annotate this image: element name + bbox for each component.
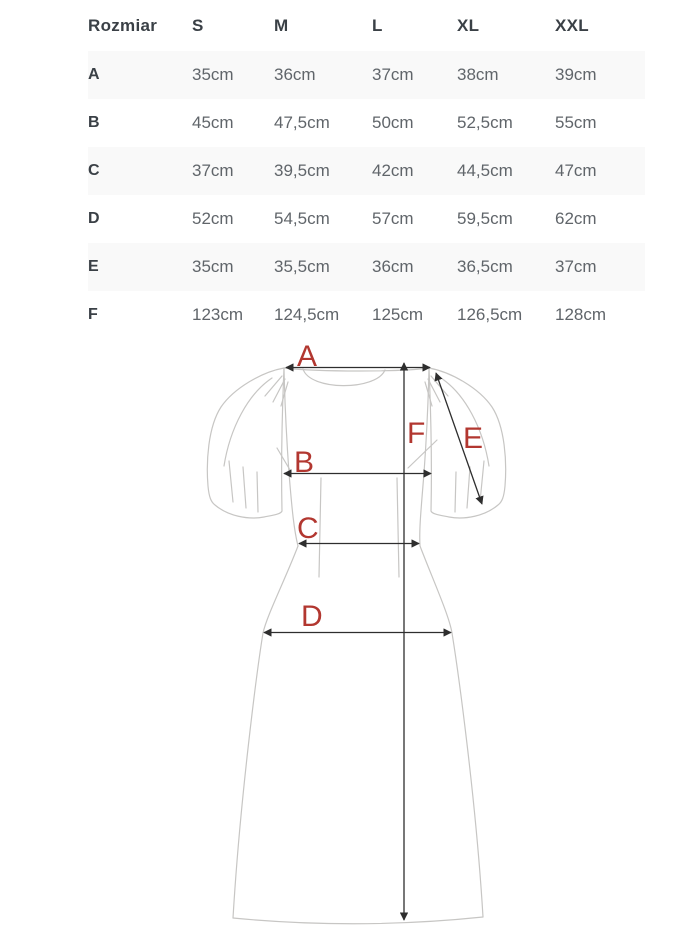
cell-value: 42cm (372, 161, 414, 180)
cell-value: 128cm (555, 305, 607, 324)
size-column-l: L (372, 15, 383, 35)
cell-value: 37cm (192, 161, 234, 180)
cell-value: 35cm (192, 257, 234, 276)
sleeve-left-hem-gather (229, 461, 233, 502)
cell-value: 38cm (457, 65, 499, 84)
sleeve-left-hem-gather (257, 472, 258, 512)
size-table-header-row (88, 0, 645, 51)
cell-value: 45cm (192, 113, 234, 132)
cell-value: 36,5cm (457, 257, 513, 276)
table-row-f (88, 291, 645, 339)
skirt-left-seam (233, 546, 298, 918)
sleeve-right-gather (431, 376, 448, 396)
dress-measurement-diagram (0, 333, 700, 933)
bodice-right-seam (420, 368, 429, 546)
cell-value: 37cm (555, 257, 597, 276)
table-row-a (88, 51, 645, 99)
measurement-label-e: E (463, 422, 484, 455)
dimension-label: D (88, 210, 100, 227)
cell-value: 54,5cm (274, 209, 330, 228)
cell-value: 47,5cm (274, 113, 330, 132)
table-row-b (88, 99, 645, 147)
size-table-header-label: Rozmiar (88, 15, 158, 35)
dart-left (319, 478, 321, 577)
cell-value: 35cm (192, 65, 234, 84)
size-column-xxl: XXL (555, 15, 589, 35)
cell-value: 47cm (555, 161, 597, 180)
skirt-right-seam (420, 546, 483, 917)
cell-value: 36cm (372, 257, 414, 276)
measurement-label-c: C (297, 512, 319, 545)
cell-value: 62cm (555, 209, 597, 228)
cell-value: 57cm (372, 209, 414, 228)
size-column-xl: XL (457, 15, 480, 35)
measurement-label-b: B (294, 446, 315, 479)
cell-value: 59,5cm (457, 209, 513, 228)
dimension-label: F (88, 306, 99, 323)
table-row-e (88, 243, 645, 291)
cell-value: 55cm (555, 113, 597, 132)
dimension-label: C (88, 162, 100, 179)
cell-value: 39,5cm (274, 161, 330, 180)
sleeve-right-hem-gather (455, 472, 456, 512)
dimension-label: E (88, 258, 99, 275)
cell-value: 36cm (274, 65, 316, 84)
dress-outline (207, 368, 505, 924)
cell-value: 35,5cm (274, 257, 330, 276)
cell-value: 124,5cm (274, 305, 340, 324)
cell-value: 125cm (372, 305, 424, 324)
sleeve-left-drape (224, 378, 272, 466)
cell-value: 39cm (555, 65, 597, 84)
size-table (88, 0, 645, 339)
measurement-labels (294, 340, 483, 633)
measurement-label-a: A (297, 340, 318, 373)
dart-right (397, 478, 399, 577)
cell-value: 52cm (192, 209, 234, 228)
sleeve-right-hem-gather (480, 461, 484, 502)
size-column-s: S (192, 15, 204, 35)
cell-value: 52,5cm (457, 113, 513, 132)
cell-value: 37cm (372, 65, 414, 84)
sleeve-right-hem-gather (467, 467, 470, 508)
size-column-m: M (274, 15, 289, 35)
measurement-label-d: D (301, 600, 323, 633)
dimension-label: A (88, 66, 100, 83)
cell-value: 123cm (192, 305, 244, 324)
table-row-d (88, 195, 645, 243)
cell-value: 50cm (372, 113, 414, 132)
sleeve-left-hem-gather (243, 467, 246, 508)
cell-value: 44,5cm (457, 161, 513, 180)
table-row-c (88, 147, 645, 195)
measurement-label-f: F (407, 417, 426, 450)
sleeve-left-gather (265, 376, 282, 396)
skirt-hem (233, 917, 483, 924)
dimension-label: B (88, 114, 100, 131)
cell-value: 126,5cm (457, 305, 523, 324)
